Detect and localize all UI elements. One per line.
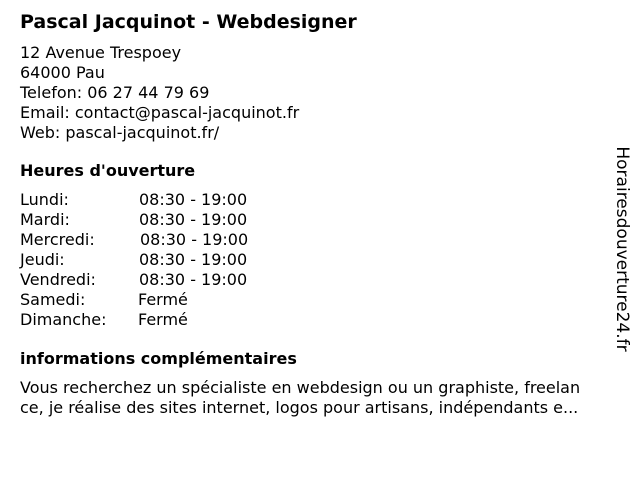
day-label: Vendredi: bbox=[20, 270, 96, 289]
site-watermark: Horairesdouverture24.fr bbox=[612, 146, 632, 352]
contact-block bbox=[20, 43, 610, 143]
hours-row-friday bbox=[20, 270, 610, 290]
hours-value: 08:30 - 19:00 bbox=[139, 190, 248, 209]
hours-row-wednesday bbox=[20, 230, 610, 250]
additional-info-line-1: Vous recherchez un spécialiste en webdesign ou un graphiste, freelan bbox=[20, 378, 581, 397]
day-label: Mardi: bbox=[20, 210, 70, 229]
hours-value: Fermé bbox=[138, 310, 188, 329]
address-line-1: 12 Avenue Trespoey bbox=[20, 43, 182, 62]
day-label: Samedi: bbox=[20, 290, 86, 309]
opening-hours-title: Heures d'ouverture bbox=[20, 161, 196, 180]
hours-value: 08:30 - 19:00 bbox=[139, 210, 248, 229]
additional-info bbox=[20, 349, 610, 418]
hours-row-sunday bbox=[20, 310, 610, 330]
hours-value: 08:30 - 19:00 bbox=[139, 270, 248, 289]
hours-value: 08:30 - 19:00 bbox=[140, 230, 249, 249]
opening-hours bbox=[20, 161, 610, 330]
day-label: Mercredi: bbox=[20, 230, 95, 249]
business-info bbox=[20, 10, 610, 418]
phone-number[interactable]: Telefon: 06 27 44 79 69 bbox=[20, 83, 210, 102]
additional-info-title: informations complémentaires bbox=[20, 349, 297, 368]
hours-row-monday bbox=[20, 190, 610, 210]
day-label: Jeudi: bbox=[20, 250, 65, 269]
hours-value: Fermé bbox=[138, 290, 188, 309]
additional-info-line-2: ce, je réalise des sites internet, logos pour artisans, indépendants e... bbox=[20, 398, 579, 417]
business-name: Pascal Jacquinot - Webdesigner bbox=[20, 11, 357, 33]
hours-value: 08:30 - 19:00 bbox=[139, 250, 248, 269]
day-label: Lundi: bbox=[20, 190, 69, 209]
hours-row-tuesday bbox=[20, 210, 610, 230]
website-link[interactable]: Web: pascal-jacquinot.fr/ bbox=[20, 123, 220, 142]
email-address[interactable]: Email: contact@pascal-jacquinot.fr bbox=[20, 103, 300, 122]
day-label: Dimanche: bbox=[20, 310, 107, 329]
address-line-2: 64000 Pau bbox=[20, 63, 105, 82]
hours-row-saturday bbox=[20, 290, 610, 310]
hours-row-thursday bbox=[20, 250, 610, 270]
